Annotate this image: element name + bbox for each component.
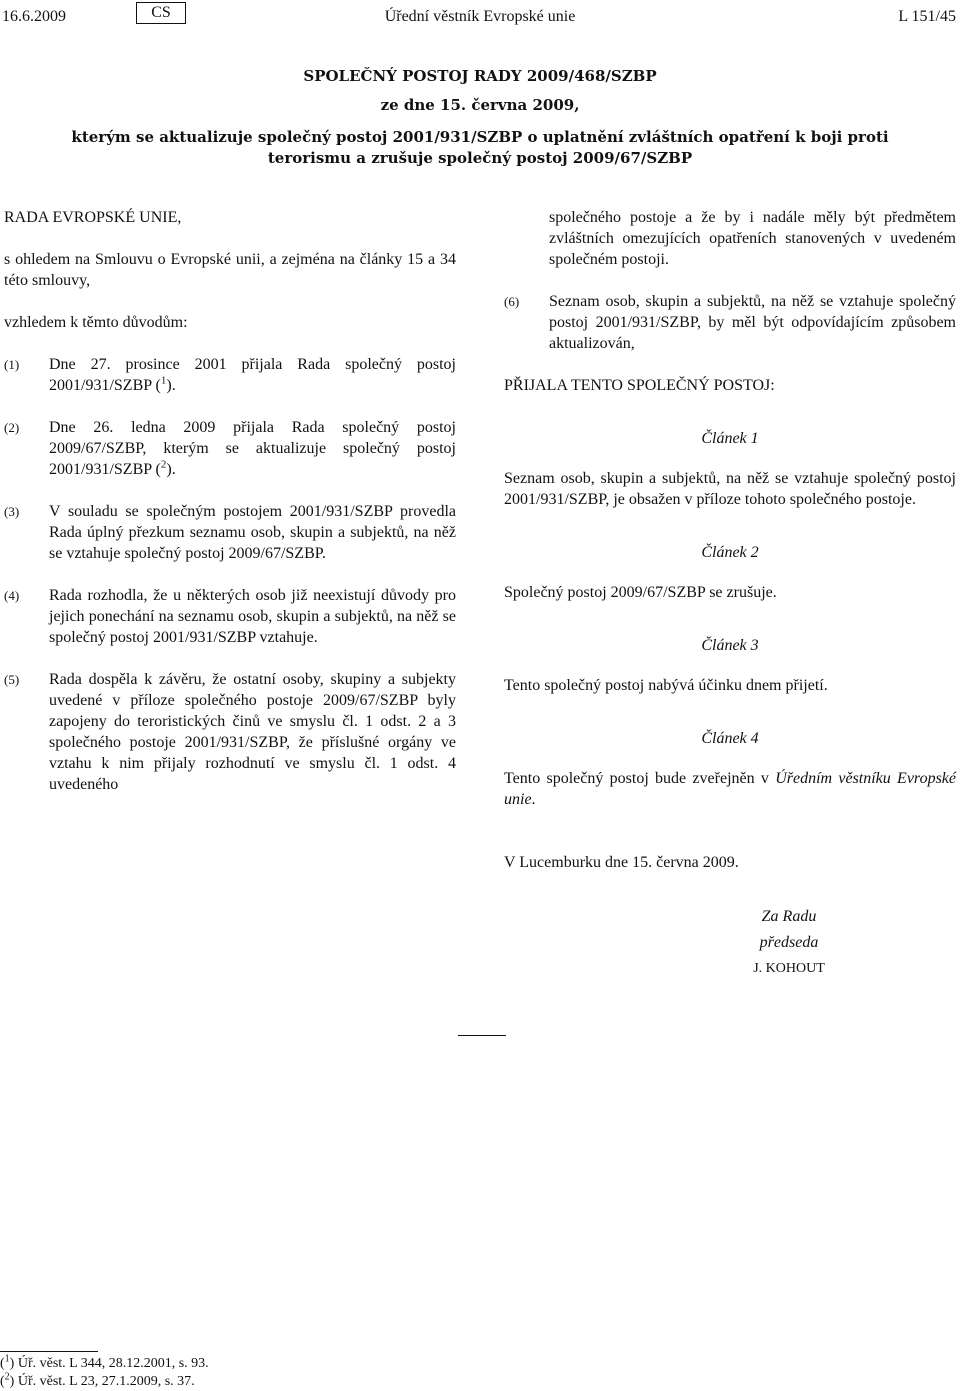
signature-for: Za Radu bbox=[761, 908, 817, 925]
signature-block bbox=[734, 906, 844, 979]
place-date: V Lucemburku dne 15. června 2009. bbox=[504, 854, 739, 871]
recital-4 bbox=[4, 585, 456, 648]
signature-name: J. KOHOUT bbox=[753, 961, 825, 976]
footnote-ref[interactable]: 1 bbox=[160, 374, 167, 387]
page-header bbox=[0, 0, 960, 30]
recital-number: (4) bbox=[4, 588, 20, 603]
article-1-title: Článek 1 bbox=[701, 430, 759, 447]
footnote-1: ($^1$) Úř. věst. L 344, 28.12.2001, s. 93. bbox=[0, 1353, 209, 1371]
article-3-title: Článek 3 bbox=[701, 637, 759, 654]
signature-role: předseda bbox=[759, 934, 819, 951]
recital-number: (3) bbox=[4, 504, 20, 519]
article-2-text: Společný postoj 2009/67/SZBP se zrušuje. bbox=[504, 584, 777, 601]
recital-2 bbox=[4, 417, 456, 480]
recital-5-continued: společného postoje a že by i nadále měly být předmětem zvláštních omezujících opatřeních stanovených v uvedeném společném postoji. bbox=[549, 209, 956, 268]
article-4-text: Tento společný postoj bude zveřejněn v Úředním věstníku Evropské unie. bbox=[504, 770, 956, 808]
recital-3 bbox=[4, 501, 456, 564]
recital-number: (6) bbox=[504, 294, 520, 309]
footnote-2: ($^2$) Úř. věst. L 23, 27.1.2009, s. 37. bbox=[0, 1371, 195, 1389]
right-column bbox=[504, 207, 956, 979]
article-4-title: Článek 4 bbox=[701, 730, 759, 747]
left-column bbox=[4, 207, 456, 816]
footnote-divider bbox=[0, 1351, 98, 1352]
recital-number: (2) bbox=[4, 420, 20, 435]
whereas: vzhledem k těmto důvodům: bbox=[4, 314, 188, 331]
article-1-text: Seznam osob, skupin a subjektů, na něž se vztahuje společný postoj 2001/931/SZBP, je obsažen v příloze tohoto společného postoje. bbox=[504, 470, 956, 508]
article-2-title: Článek 2 bbox=[701, 544, 759, 561]
article-3-text: Tento společný postoj nabývá účinku dnem přijetí. bbox=[504, 677, 828, 694]
recital-text: Rada dospěla k závěru, že ostatní osoby, skupiny a subjekty uvedené v příloze společného postoje 2009/67/SZBP byly zapojeny do teroristických činů ve smyslu čl. 1 odst. 2 a 3 společného postoje 2001/931/SZBP, že příslušné orgány ve vztahu k nim přijaly rozhodnutí ve smyslu čl. 1 odst. 4 uvedeného bbox=[49, 671, 456, 793]
page-number: L 151/45 bbox=[898, 8, 956, 25]
header-date: 16.6.2009 bbox=[2, 8, 66, 25]
recital-text: Dne 27. prosince 2001 přijala Rada společný postoj 2001/931/SZBP ($^1$). bbox=[49, 356, 456, 394]
footnote-ref[interactable]: 2 bbox=[160, 458, 167, 471]
recital-5 bbox=[4, 669, 456, 795]
having-regard: s ohledem na Smlouvu o Evropské unii, a zejména na články 15 a 34 této smlouvy, bbox=[4, 251, 456, 289]
recital-number: (5) bbox=[4, 672, 20, 687]
footnotes bbox=[0, 1355, 500, 1391]
recital-6 bbox=[504, 291, 956, 354]
recital-text: Rada rozhodla, že u některých osob již neexistují důvody pro jejich ponechání na seznamu osob, skupin a subjektů, na něž se společný postoj 2001/931/SZBP vztahuje. bbox=[49, 587, 456, 646]
council-heading: RADA EVROPSKÉ UNIE, bbox=[4, 209, 182, 226]
end-divider bbox=[458, 1035, 506, 1036]
journal-title: Úřední věstník Evropské unie bbox=[384, 8, 576, 25]
adopted-heading: PŘIJALA TENTO SPOLEČNÝ POSTOJ: bbox=[504, 377, 775, 394]
recital-text: Dne 26. ledna 2009 přijala Rada společný postoj 2009/67/SZBP, kterým se aktualizuje společný postoj 2001/931/SZBP ($^2$). bbox=[49, 419, 456, 478]
document-title bbox=[60, 66, 900, 169]
journal-name: Úředním věstníku Evropské unie bbox=[504, 770, 956, 808]
title-line-3: kterým se aktualizuje společný postoj 2001/931/SZBP o uplatnění zvláštních opatření k boji proti bbox=[71, 128, 889, 146]
language-badge: CS bbox=[136, 2, 186, 24]
title-line-4: terorismu a zrušuje společný postoj 2009/67/SZBP bbox=[267, 149, 693, 167]
recital-text: Seznam osob, skupin a subjektů, na něž se vztahuje společný postoj 2001/931/SZBP, by měl být odpovídajícím způsobem aktualizován, bbox=[549, 293, 956, 352]
recital-text: V souladu se společným postojem 2001/931/SZBP provedla Rada úplný přezkum seznamu osob, skupin a subjektů, na něž se vztahuje společný postoj 2009/67/SZBP. bbox=[49, 503, 456, 562]
title-line-1: SPOLEČNÝ POSTOJ RADY 2009/468/SZBP bbox=[303, 67, 657, 85]
recital-1 bbox=[4, 354, 456, 396]
title-line-2: ze dne 15. června 2009, bbox=[380, 96, 580, 114]
recital-number: (1) bbox=[4, 357, 20, 372]
